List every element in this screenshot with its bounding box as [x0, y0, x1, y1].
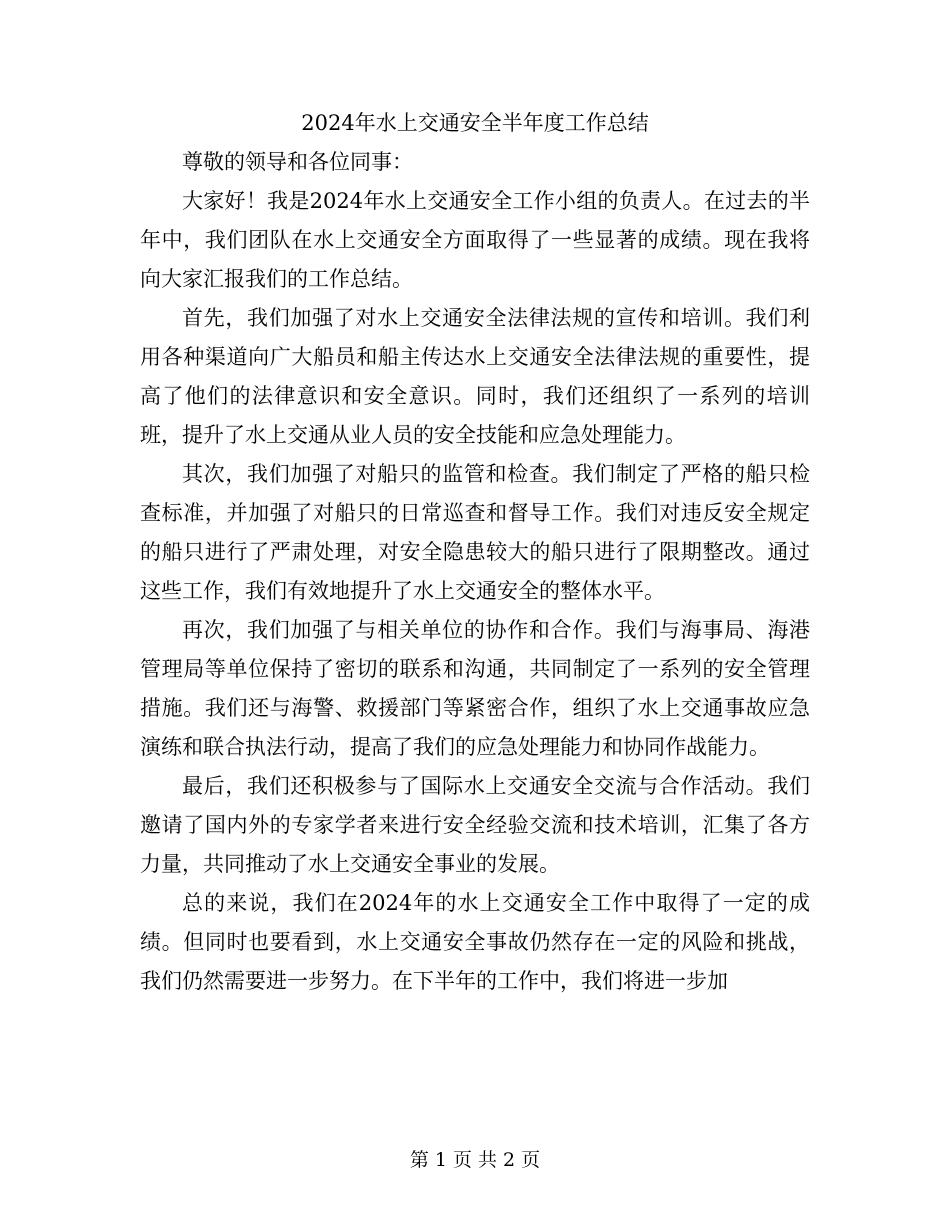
page-number-footer: 第 1 页 共 2 页	[409, 1149, 541, 1171]
document-title: 2024年水上交通安全半年度工作总结	[301, 111, 649, 135]
third-point-paragraph: 再次，我们加强了与相关单位的协作和合作。我们与海事局、海港管理局等单位保持了密切的联系和沟通，共同制定了一系列的安全管理措施。我们还与海警、救援部门等紧密合作，组织了水上交通事故应急演练和联合执法行动，提高了我们的应急处理能力和协同作战能力。	[140, 618, 810, 759]
intro-paragraph: 大家好！我是2024年水上交通安全工作小组的负责人。在过去的半年中，我们团队在水上交通安全方面取得了一些显著的成绩。现在我将向大家汇报我们的工作总结。	[140, 189, 810, 291]
first-point-paragraph: 首先，我们加强了对水上交通安全法律法规的宣传和培训。我们利用各种渠道向广大船员和船主传达水上交通安全法律法规的重要性，提高了他们的法律意识和安全意识。同时，我们还组织了一系列的培训班，提升了水上交通从业人员的安全技能和应急处理能力。	[140, 306, 810, 447]
document-body	[140, 143, 810, 1001]
fourth-point-paragraph: 最后，我们还积极参与了国际水上交通安全交流与合作活动。我们邀请了国内外的专家学者来进行安全经验交流和技术培训，汇集了各方力量，共同推动了水上交通安全事业的发展。	[140, 774, 810, 876]
summary-paragraph: 总的来说，我们在2024年的水上交通安全工作中取得了一定的成绩。但同时也要看到，水上交通安全事故仍然存在一定的风险和挑战，我们仍然需要进一步努力。在下半年的工作中，我们将进一步加	[140, 891, 810, 993]
second-point-paragraph: 其次，我们加强了对船只的监管和检查。我们制定了严格的船只检查标准，并加强了对船只的日常巡查和督导工作。我们对违反安全规定的船只进行了严肃处理，对安全隐患较大的船只进行了限期整改。通过这些工作，我们有效地提升了水上交通安全的整体水平。	[140, 462, 810, 603]
salutation-paragraph: 尊敬的领导和各位同事：	[182, 150, 413, 174]
